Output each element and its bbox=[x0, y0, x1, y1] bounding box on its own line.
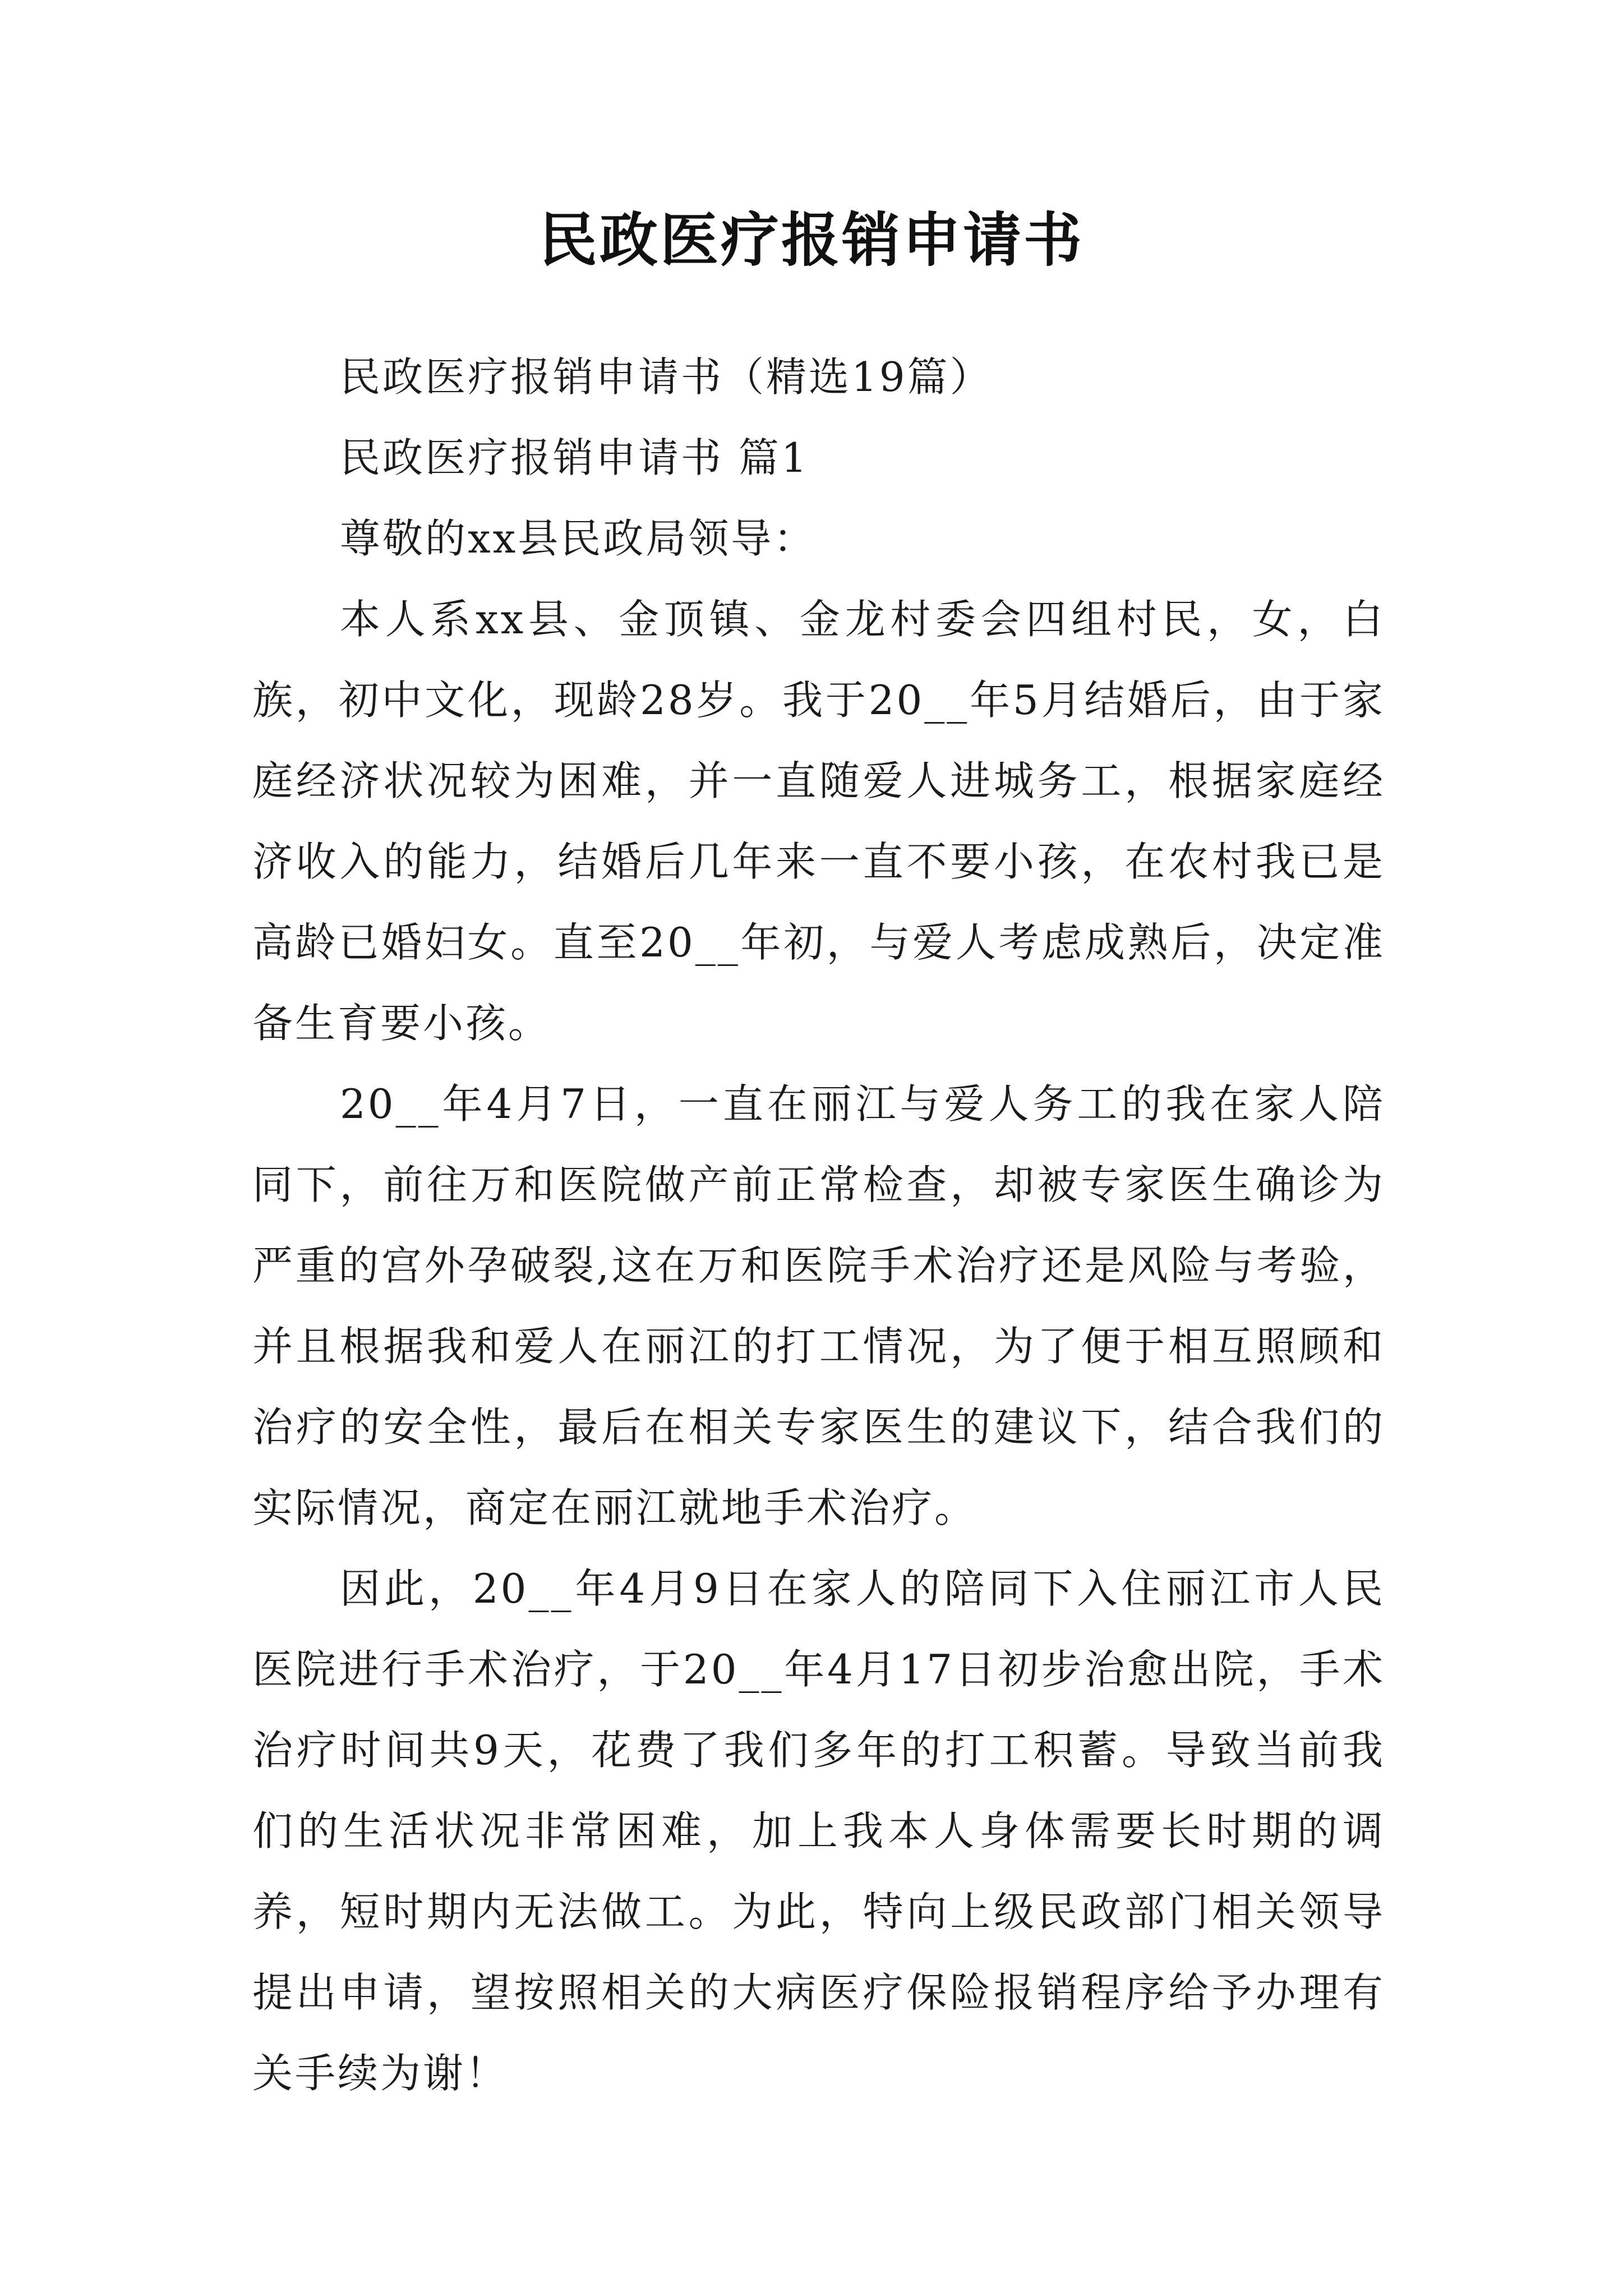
document-subtitle: 民政医疗报销申请书（精选19篇） bbox=[340, 353, 993, 401]
paragraph: 因此，20__年4月9日在家人的陪同下入住丽江市人民医院进行手术治疗，于20__年4月17日初步治愈出院，手术治疗时间共9天，花费了我们多年的打工积蓄。导致当前我们的生活状况非常困难，加上我本人身体需要长时期的调养，短时期内无法做工。为此，特向上级民政部门相关领导提出申请，望按照相关的大病医疗保险报销程序给予办理有关手续为谢！ bbox=[252, 1565, 1385, 2097]
paragraph: 20__年4月7日，一直在丽江与爱人务工的我在家人陪同下，前往万和医院做产前正常检查，却被专家医生确诊为严重的宫外孕破裂,这在万和医院手术治疗还是风险与考验，并且根据我和爱人在丽江的打工情况，为了便于相互照顾和治疗的安全性，最后在相关专家医生的建议下，结合我们的实际情况，商定在丽江就地手术治疗。 bbox=[252, 1080, 1385, 1531]
section-heading: 民政医疗报销申请书 篇1 bbox=[340, 434, 809, 481]
salutation: 尊敬的xx县民政局领导： bbox=[340, 515, 817, 562]
document-title: 民政医疗报销申请书 bbox=[538, 206, 1084, 274]
paragraph: 本人系xx县、金顶镇、金龙村委会四组村民，女，白族，初中文化，现龄28岁。我于20__年5月结婚后，由于家庭经济状况较为困难，并一直随爱人进城务工，根据家庭经济收入的能力，结婚后几年来一直不要小孩，在农村我已是高龄已婚妇女。直至20__年初，与爱人考虑成熟后，决定准备生育要小孩。 bbox=[252, 596, 1385, 1047]
document-body bbox=[252, 337, 1385, 2114]
